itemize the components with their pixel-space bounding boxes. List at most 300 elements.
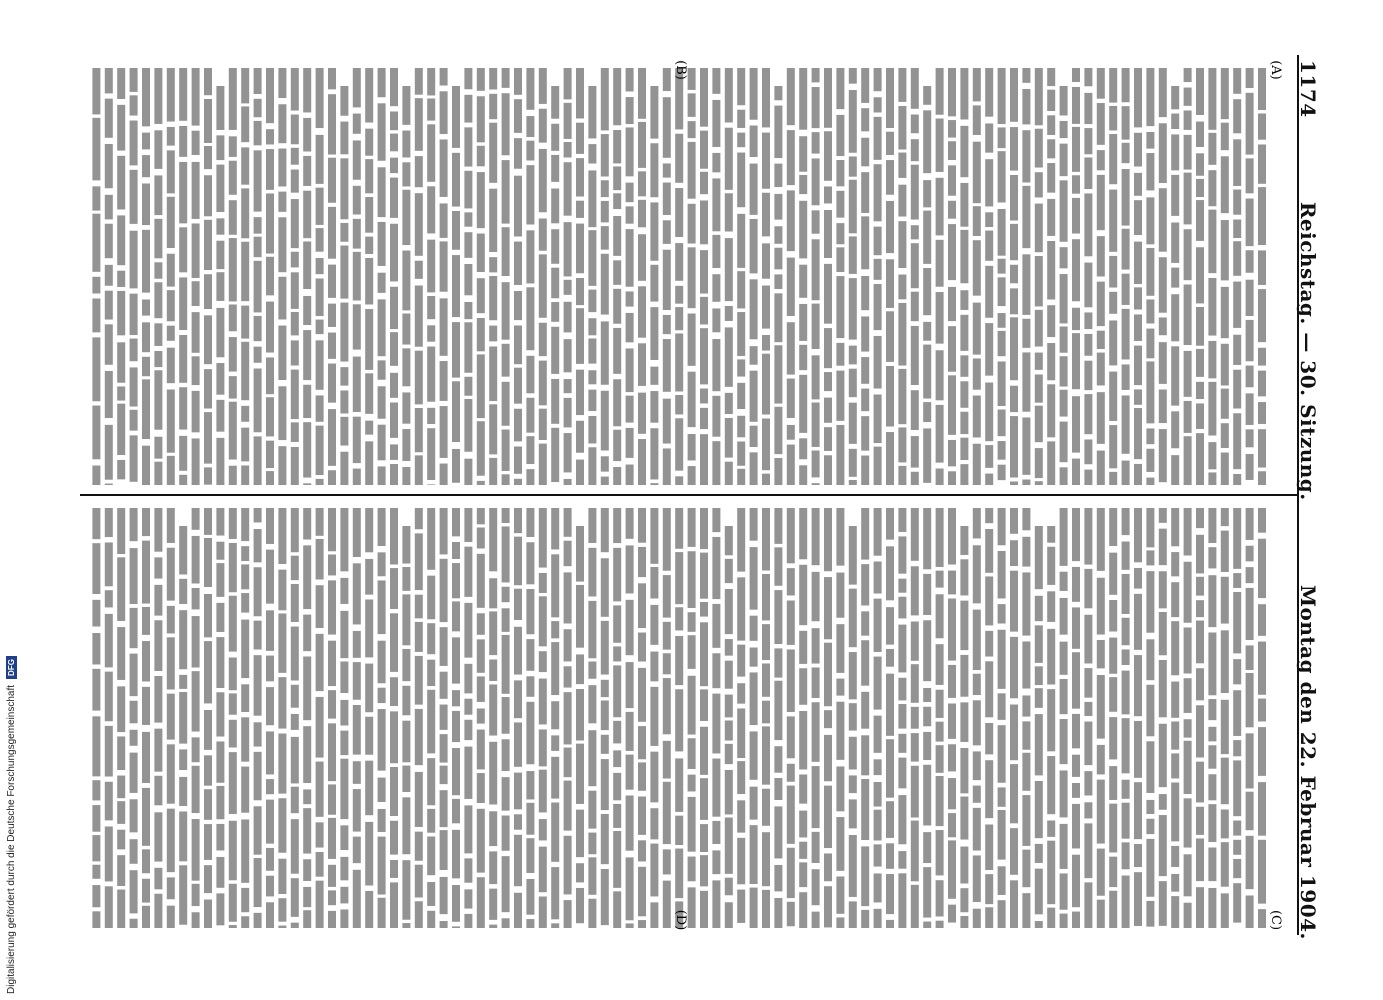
- text-band: [105, 542, 113, 586]
- text-band: [1196, 349, 1204, 377]
- text-band: [1159, 612, 1167, 655]
- text-band: [663, 782, 671, 844]
- text-band: [576, 158, 584, 196]
- text-band: [1134, 508, 1142, 562]
- text-band: [278, 277, 286, 320]
- text-band: [985, 212, 993, 227]
- text-band: [861, 276, 869, 310]
- text-band: [1221, 423, 1229, 448]
- text-band: [378, 809, 386, 832]
- text-band: [750, 164, 758, 215]
- text-band: [861, 611, 869, 635]
- text-band: [291, 923, 299, 928]
- text-band: [936, 571, 944, 588]
- text-band: [812, 239, 820, 300]
- text-band: [204, 641, 212, 703]
- text-band: [787, 716, 795, 758]
- text-band: [774, 293, 782, 342]
- text-band: [700, 68, 708, 127]
- text-band: [1035, 406, 1043, 443]
- text-band: [142, 641, 150, 681]
- text-band: [415, 622, 423, 652]
- text-band: [291, 556, 299, 580]
- text-band: [526, 542, 534, 584]
- text-band: [750, 825, 758, 884]
- text-band: [340, 578, 348, 604]
- text-band: [675, 243, 683, 281]
- text-band: [1109, 891, 1117, 928]
- text-band: [911, 821, 919, 882]
- text-band: [911, 139, 919, 161]
- text-band: [799, 68, 807, 130]
- text-band: [799, 892, 807, 928]
- text-band: [812, 483, 820, 485]
- text-band: [105, 68, 113, 93]
- text-band: [638, 234, 646, 281]
- text-band: [1171, 621, 1179, 675]
- text-band: [712, 759, 720, 817]
- text-band: [1233, 282, 1241, 328]
- text-band: [526, 919, 534, 928]
- text-band: [266, 257, 274, 296]
- text-band: [1060, 121, 1068, 138]
- text-band: [1122, 169, 1130, 226]
- text-band: [824, 398, 832, 423]
- text-band: [564, 280, 572, 295]
- text-band: [762, 789, 770, 826]
- text-band: [254, 369, 262, 433]
- text-band: [737, 68, 745, 105]
- text-band: [874, 810, 882, 841]
- right-column-text: [92, 508, 1266, 928]
- text-band: [998, 508, 1006, 545]
- text-band: [1246, 158, 1254, 193]
- text-band: [1097, 150, 1105, 170]
- text-band: [192, 766, 200, 813]
- text-band: [1221, 220, 1229, 280]
- text-band: [551, 124, 559, 151]
- text-band: [365, 761, 373, 816]
- text-band: [1122, 618, 1130, 646]
- text-band: [1221, 577, 1229, 624]
- text-band: [923, 620, 931, 681]
- text-band: [452, 508, 460, 536]
- text-band: [849, 526, 857, 585]
- text-band: [1134, 242, 1142, 284]
- text-band: [526, 116, 534, 137]
- text-band: [998, 630, 1006, 689]
- text-band: [378, 167, 386, 217]
- text-band: [1233, 690, 1241, 736]
- text-band: [613, 260, 621, 284]
- text-band: [675, 552, 683, 604]
- text-band: [812, 87, 820, 128]
- text-band: [712, 68, 720, 94]
- text-band: [179, 865, 187, 924]
- text-band: [266, 550, 274, 604]
- text-band: [92, 214, 100, 272]
- text-band: [353, 304, 361, 349]
- text-band: [551, 155, 559, 182]
- text-band: [1022, 795, 1030, 846]
- text-band: [1134, 568, 1142, 589]
- text-band: [1035, 481, 1043, 485]
- text-band: [105, 826, 113, 881]
- text-band: [849, 737, 857, 770]
- text-band: [328, 818, 336, 859]
- text-band: [650, 808, 658, 839]
- text-band: [985, 266, 993, 318]
- text-band: [1097, 68, 1105, 99]
- text-band: [1084, 702, 1092, 716]
- text-band: [1060, 86, 1068, 115]
- text-band: [948, 287, 956, 321]
- text-band: [1084, 668, 1092, 698]
- text-band: [192, 616, 200, 667]
- text-band: [1196, 508, 1204, 528]
- text-band: [254, 436, 262, 485]
- text-band: [985, 824, 993, 870]
- text-band: [675, 286, 683, 304]
- text-band: [1208, 804, 1216, 842]
- text-band: [787, 258, 795, 316]
- text-band: [353, 761, 361, 784]
- text-band: [303, 191, 311, 238]
- text-band: [204, 710, 212, 750]
- text-band: [985, 576, 993, 625]
- text-band: [1072, 855, 1080, 908]
- text-band: [105, 672, 113, 722]
- text-band: [948, 665, 956, 698]
- text-band: [973, 808, 981, 851]
- text-band: [948, 471, 956, 485]
- text-band: [427, 911, 435, 928]
- text-band: [1221, 630, 1229, 693]
- text-band: [1208, 341, 1216, 378]
- text-band: [390, 508, 398, 564]
- text-band: [1208, 745, 1216, 768]
- text-band: [1122, 364, 1130, 389]
- text-band: [216, 893, 224, 925]
- text-band: [1097, 675, 1105, 739]
- text-band: [266, 471, 274, 485]
- text-band: [1196, 762, 1204, 803]
- text-band: [762, 243, 770, 278]
- text-band: [960, 702, 968, 742]
- text-band: [1047, 90, 1055, 111]
- text-band: [167, 456, 175, 485]
- text-band: [477, 354, 485, 418]
- text-band: [564, 379, 572, 393]
- text-band: [1109, 804, 1117, 853]
- text-band: [737, 416, 745, 438]
- text-band: [1171, 346, 1179, 405]
- text-band: [836, 917, 844, 928]
- text-band: [774, 458, 782, 485]
- text-band: [923, 86, 931, 105]
- text-band: [650, 307, 658, 360]
- text-band: [849, 449, 857, 477]
- text-band: [1258, 371, 1266, 397]
- text-band: [948, 120, 956, 138]
- text-band: [316, 634, 324, 691]
- text-band: [1035, 374, 1043, 402]
- text-band: [1109, 190, 1117, 252]
- text-band: [390, 134, 398, 152]
- text-band: [353, 417, 361, 463]
- text-band: [588, 230, 596, 286]
- text-band: [613, 750, 621, 767]
- text-band: [365, 822, 373, 886]
- text-band: [762, 354, 770, 415]
- text-band: [960, 655, 968, 697]
- text-band: [700, 602, 708, 617]
- text-band: [874, 844, 882, 866]
- text-band: [477, 68, 485, 91]
- text-band: [464, 547, 472, 597]
- text-band: [1208, 774, 1216, 800]
- text-band: [911, 436, 919, 468]
- text-band: [291, 170, 299, 193]
- text-band: [142, 230, 150, 293]
- text-band: [489, 851, 497, 884]
- text-band: [564, 748, 572, 778]
- text-band: [1109, 68, 1117, 103]
- text-band: [1122, 649, 1130, 665]
- text-band: [799, 136, 807, 171]
- text-band: [948, 201, 956, 219]
- text-band: [874, 164, 882, 221]
- text-band: [402, 131, 410, 158]
- text-band: [762, 726, 770, 784]
- text-band: [1258, 604, 1266, 636]
- text-band: [1122, 143, 1130, 163]
- text-band: [427, 809, 435, 833]
- text-band: [923, 508, 931, 569]
- text-band: [551, 508, 559, 549]
- text-band: [812, 355, 820, 399]
- text-band: [353, 631, 361, 658]
- text-band: [477, 877, 485, 928]
- text-band: [328, 265, 336, 298]
- text-band: [526, 165, 534, 224]
- text-band: [440, 203, 448, 237]
- text-band: [725, 817, 733, 873]
- text-band: [1159, 571, 1167, 608]
- text-band: [564, 666, 572, 687]
- text-band: [167, 389, 175, 452]
- text-band: [874, 508, 882, 556]
- text-band: [650, 202, 658, 260]
- text-band: [564, 629, 572, 661]
- text-band: [700, 250, 708, 293]
- text-band: [588, 338, 596, 363]
- text-band: [229, 508, 237, 539]
- text-band: [812, 702, 820, 762]
- text-band: [415, 193, 423, 256]
- text-band: [154, 437, 162, 459]
- text-band: [774, 746, 782, 773]
- text-band: [415, 455, 423, 485]
- text-band: [192, 131, 200, 155]
- text-band: [179, 749, 187, 770]
- text-band: [1184, 854, 1192, 896]
- text-band: [973, 855, 981, 902]
- text-band: [266, 848, 274, 871]
- text-band: [1047, 241, 1055, 300]
- text-band: [626, 127, 634, 176]
- text-band: [464, 127, 472, 166]
- text-band: [266, 68, 274, 123]
- text-band: [266, 508, 274, 544]
- text-band: [1084, 334, 1092, 356]
- text-band: [241, 106, 249, 142]
- text-band: [117, 627, 125, 680]
- text-band: [1221, 344, 1229, 386]
- text-band: [812, 766, 820, 828]
- text-band: [564, 479, 572, 485]
- text-band: [1109, 600, 1117, 631]
- text-band: [1159, 188, 1167, 251]
- text-band: [1072, 912, 1080, 928]
- text-band: [241, 593, 249, 613]
- text-band: [229, 136, 237, 157]
- text-band: [737, 312, 745, 356]
- text-band: [762, 574, 770, 620]
- text-band: [1097, 745, 1105, 775]
- text-band: [390, 111, 398, 130]
- text-band: [576, 654, 584, 684]
- text-band: [1221, 68, 1229, 119]
- text-band: [278, 68, 286, 98]
- text-band: [92, 118, 100, 181]
- text-band: [1146, 197, 1154, 244]
- text-band: [303, 726, 311, 783]
- text-band: [650, 605, 658, 645]
- text-band: [663, 678, 671, 734]
- text-band: [688, 204, 696, 244]
- text-band: [725, 661, 733, 689]
- text-band: [626, 508, 634, 539]
- text-band: [502, 282, 510, 340]
- text-band: [142, 687, 150, 725]
- text-band: [415, 508, 423, 529]
- text-band: [489, 326, 497, 342]
- text-band: [514, 589, 522, 620]
- text-band: [923, 428, 931, 482]
- text-band: [440, 406, 448, 458]
- text-band: [1159, 317, 1167, 335]
- text-band: [960, 601, 968, 650]
- text-band: [1184, 135, 1192, 170]
- text-band: [737, 153, 745, 208]
- text-band: [167, 197, 175, 248]
- text-band: [452, 830, 460, 879]
- text-band: [328, 94, 336, 154]
- text-band: [824, 328, 832, 368]
- text-band: [675, 134, 683, 183]
- text-band: [502, 635, 510, 694]
- text-band: [539, 409, 547, 440]
- text-band: [750, 672, 758, 725]
- text-band: [415, 832, 423, 861]
- text-band: [812, 628, 820, 663]
- text-band: [254, 529, 262, 562]
- text-band: [737, 359, 745, 376]
- text-band: [725, 68, 733, 122]
- text-band: [725, 639, 733, 656]
- text-band: [1258, 539, 1266, 598]
- text-band: [229, 884, 237, 922]
- text-band: [1196, 433, 1204, 485]
- text-band: [130, 654, 138, 697]
- text-band: [316, 697, 324, 758]
- text-band: [588, 390, 596, 411]
- text-band: [874, 909, 882, 928]
- text-band: [1171, 268, 1179, 288]
- text-band: [1010, 127, 1018, 171]
- text-band: [1258, 402, 1266, 424]
- text-band: [464, 377, 472, 396]
- text-band: [167, 150, 175, 193]
- text-band: [502, 739, 510, 771]
- text-band: [92, 337, 100, 401]
- text-band: [948, 840, 956, 898]
- text-band: [464, 889, 472, 908]
- text-band: [700, 622, 708, 686]
- text-band: [1109, 134, 1117, 184]
- text-band: [650, 367, 658, 385]
- text-band: [179, 436, 187, 471]
- text-band: [353, 563, 361, 624]
- text-band: [1122, 106, 1130, 140]
- text-band: [464, 399, 472, 452]
- text-band: [861, 357, 869, 384]
- text-band: [130, 95, 138, 115]
- text-band: [316, 539, 324, 580]
- text-band: [700, 727, 708, 775]
- text-band: [291, 627, 299, 681]
- text-band: [167, 809, 175, 872]
- text-band: [365, 68, 373, 123]
- text-band: [787, 902, 795, 926]
- text-band: [316, 340, 324, 389]
- text-band: [539, 508, 547, 568]
- text-band: [998, 693, 1006, 720]
- text-band: [960, 847, 968, 884]
- text-band: [588, 601, 596, 658]
- text-band: [1233, 68, 1241, 94]
- text-band: [774, 86, 782, 100]
- text-band: [204, 824, 212, 860]
- text-band: [1084, 615, 1092, 664]
- text-band: [787, 649, 795, 712]
- text-band: [303, 859, 311, 881]
- text-band: [836, 191, 844, 218]
- text-band: [861, 735, 869, 775]
- text-band: [936, 722, 944, 742]
- text-band: [576, 810, 584, 858]
- text-band: [105, 425, 113, 480]
- text-band: [712, 604, 720, 648]
- text-band: [192, 68, 200, 126]
- text-band: [601, 456, 609, 471]
- text-band: [402, 860, 410, 920]
- text-band: [898, 873, 906, 928]
- text-band: [142, 906, 150, 928]
- text-band: [1146, 329, 1154, 359]
- text-band: [216, 508, 224, 536]
